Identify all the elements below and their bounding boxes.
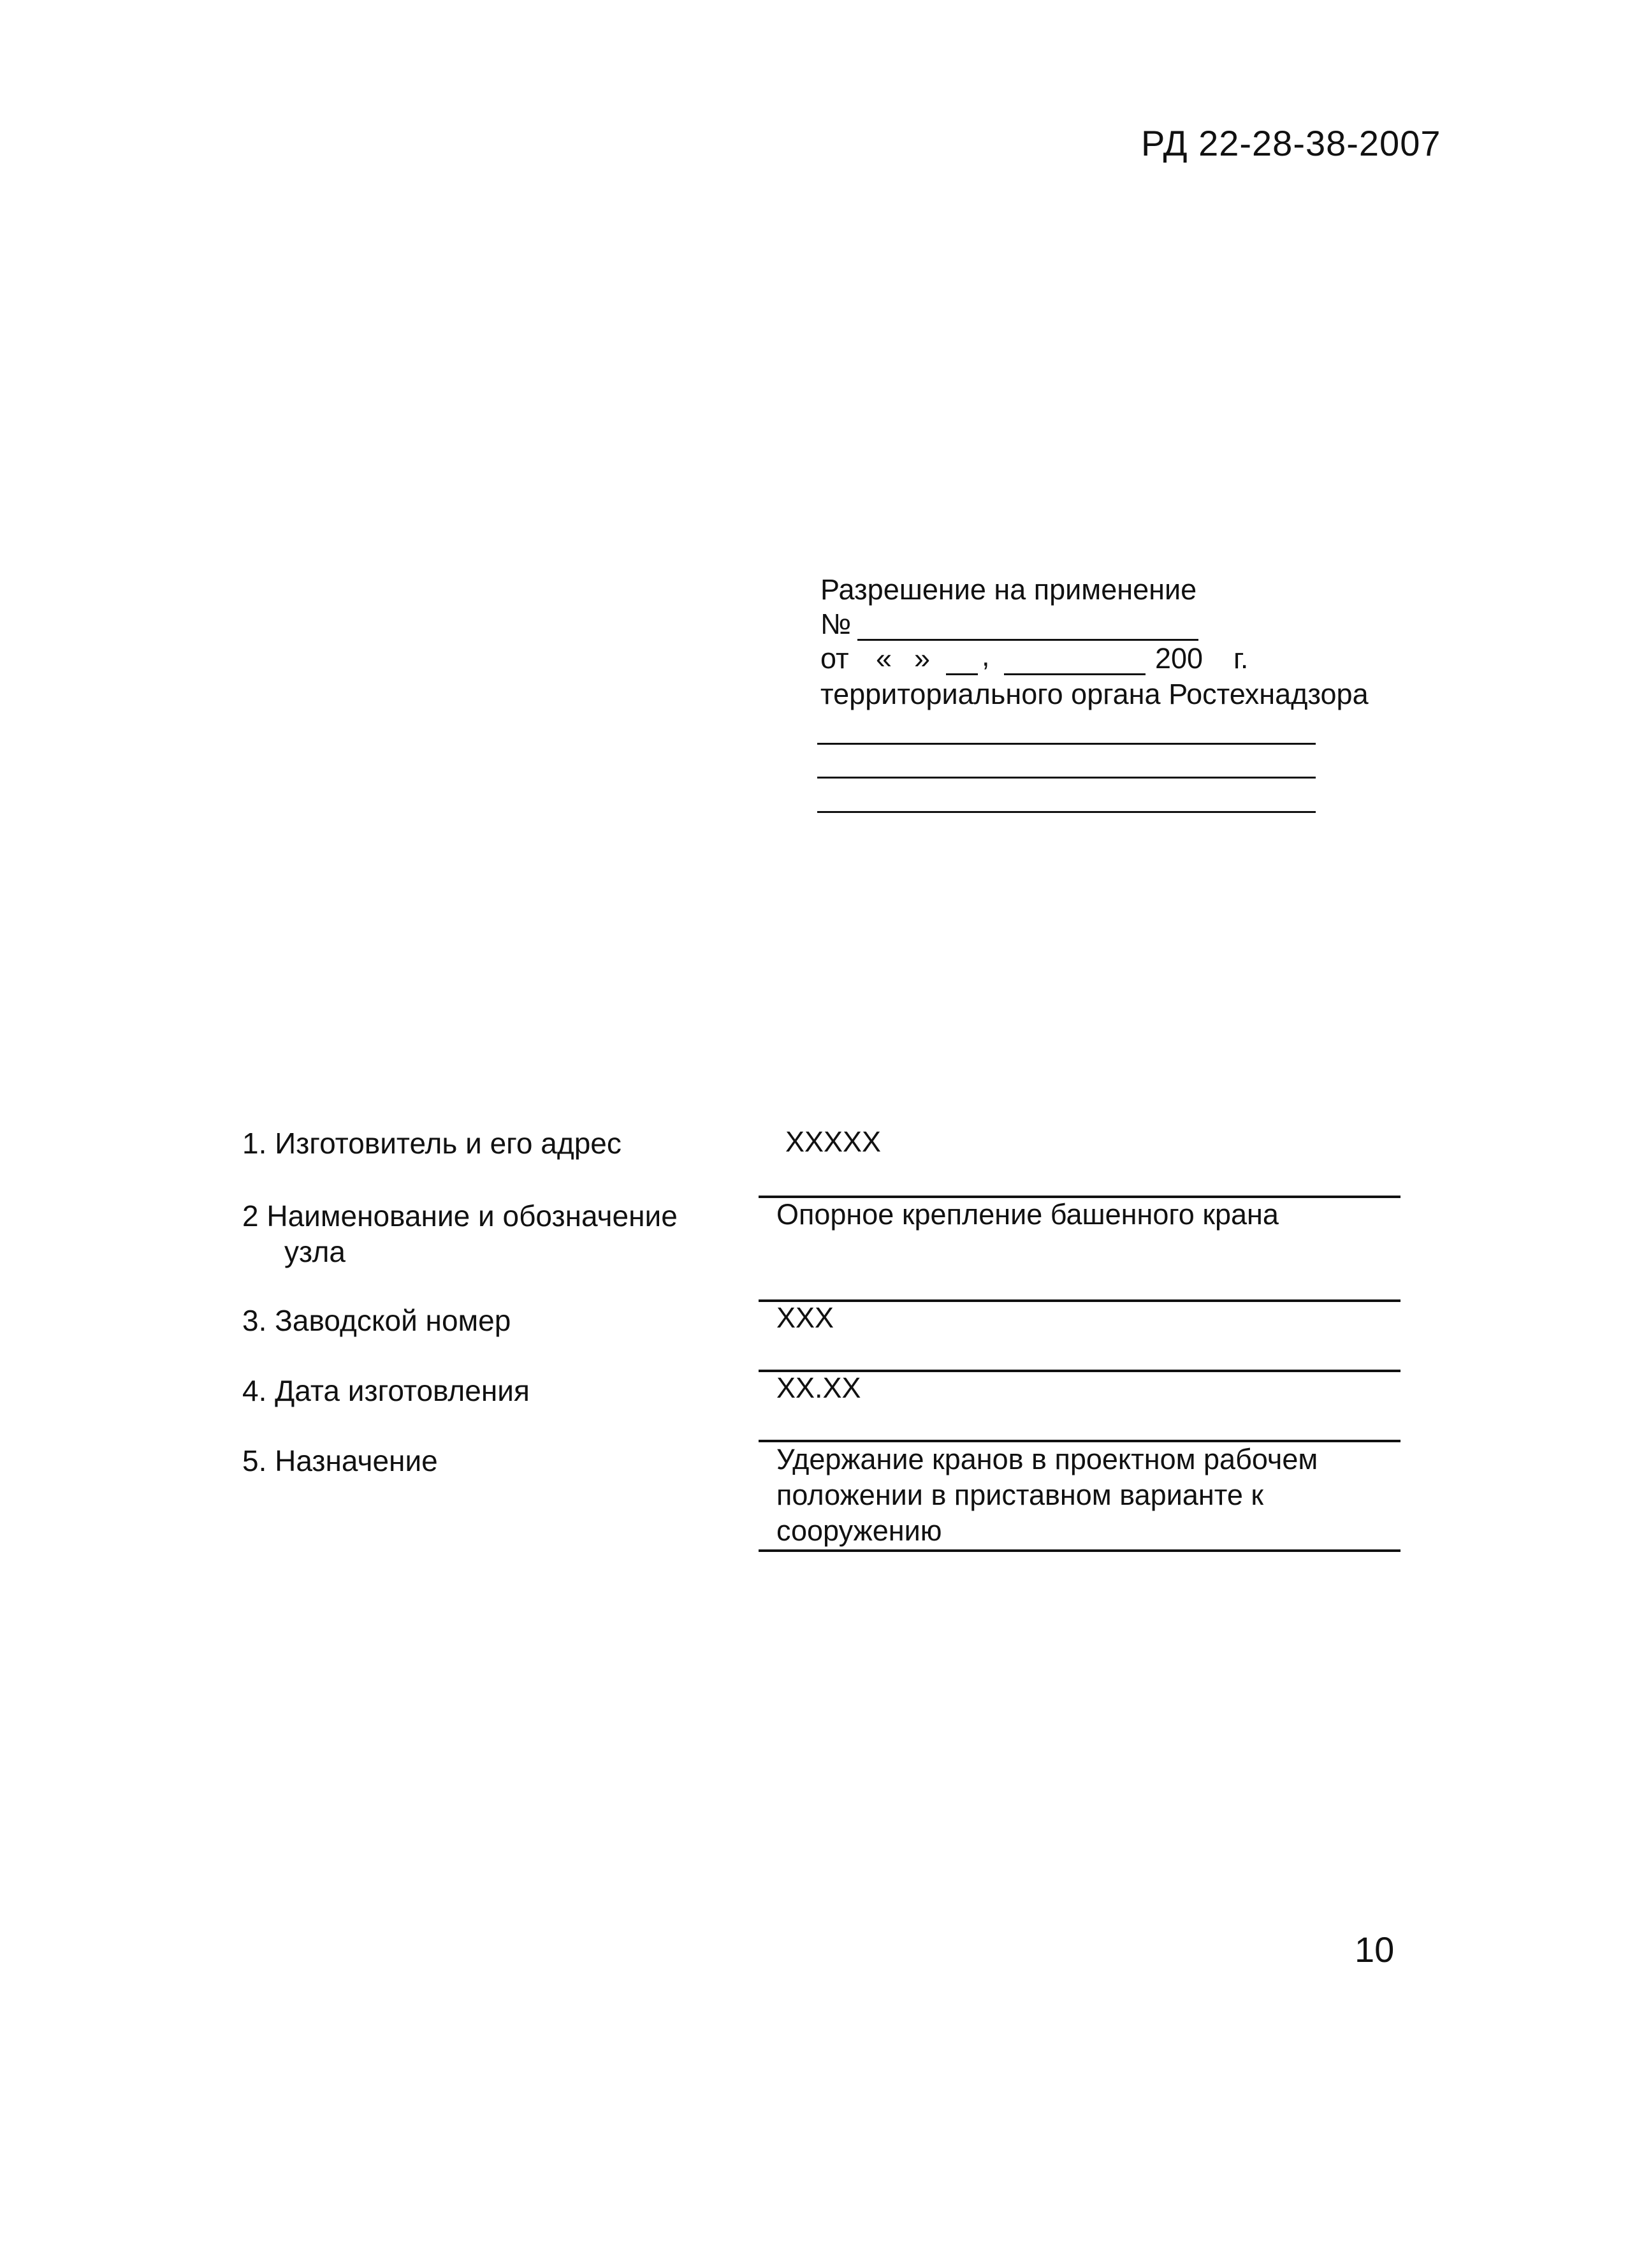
purpose-value-line2: положении в приставном варианте к: [776, 1479, 1264, 1511]
serial-number-label: 3. Заводской номер: [242, 1304, 511, 1337]
permission-title: Разрешение на применение: [820, 573, 1197, 606]
permission-number-label: №: [820, 608, 852, 640]
unit-name-label-line1: 2 Наименование и обозначение: [242, 1199, 678, 1233]
manufacture-date-label: 4. Дата изготовления: [242, 1374, 530, 1407]
permission-comma: ,: [982, 640, 990, 672]
permission-date-from: от: [820, 642, 849, 675]
manufacture-date-value: XX.XX: [776, 1372, 861, 1404]
purpose-label: 5. Назначение: [242, 1444, 438, 1477]
permission-day-line: [946, 673, 978, 675]
permission-month-line: [1004, 673, 1146, 675]
permission-authority: территориального органа Ростехнадзора: [820, 678, 1369, 710]
manufacturer-label: 1. Изготовитель и его адрес: [242, 1127, 622, 1160]
purpose-value-line3: сооружению: [776, 1514, 942, 1547]
permission-quote-close: »: [914, 642, 931, 675]
permission-blank-line-1: [817, 743, 1316, 745]
permission-blank-line-2: [817, 777, 1316, 779]
document-code: РД 22-28-38-2007: [1141, 123, 1441, 163]
purpose-value-line1: Удержание кранов в проектном рабочем: [776, 1443, 1318, 1475]
serial-number-value: XXX: [776, 1301, 834, 1334]
permission-quote-open: «: [876, 642, 892, 675]
permission-number-line: [857, 639, 1198, 641]
manufacturer-value: XXXXX: [785, 1125, 882, 1158]
purpose-underline: [759, 1549, 1400, 1552]
permission-year-prefix: 200: [1155, 642, 1204, 675]
permission-blank-line-3: [817, 811, 1316, 813]
permission-year-suffix: г.: [1233, 642, 1249, 675]
unit-name-underline: [759, 1299, 1400, 1302]
unit-name-label-line2: узла: [284, 1235, 346, 1268]
page-number: 10: [1355, 1929, 1395, 1970]
unit-name-value: Опорное крепление башенного крана: [776, 1198, 1279, 1231]
